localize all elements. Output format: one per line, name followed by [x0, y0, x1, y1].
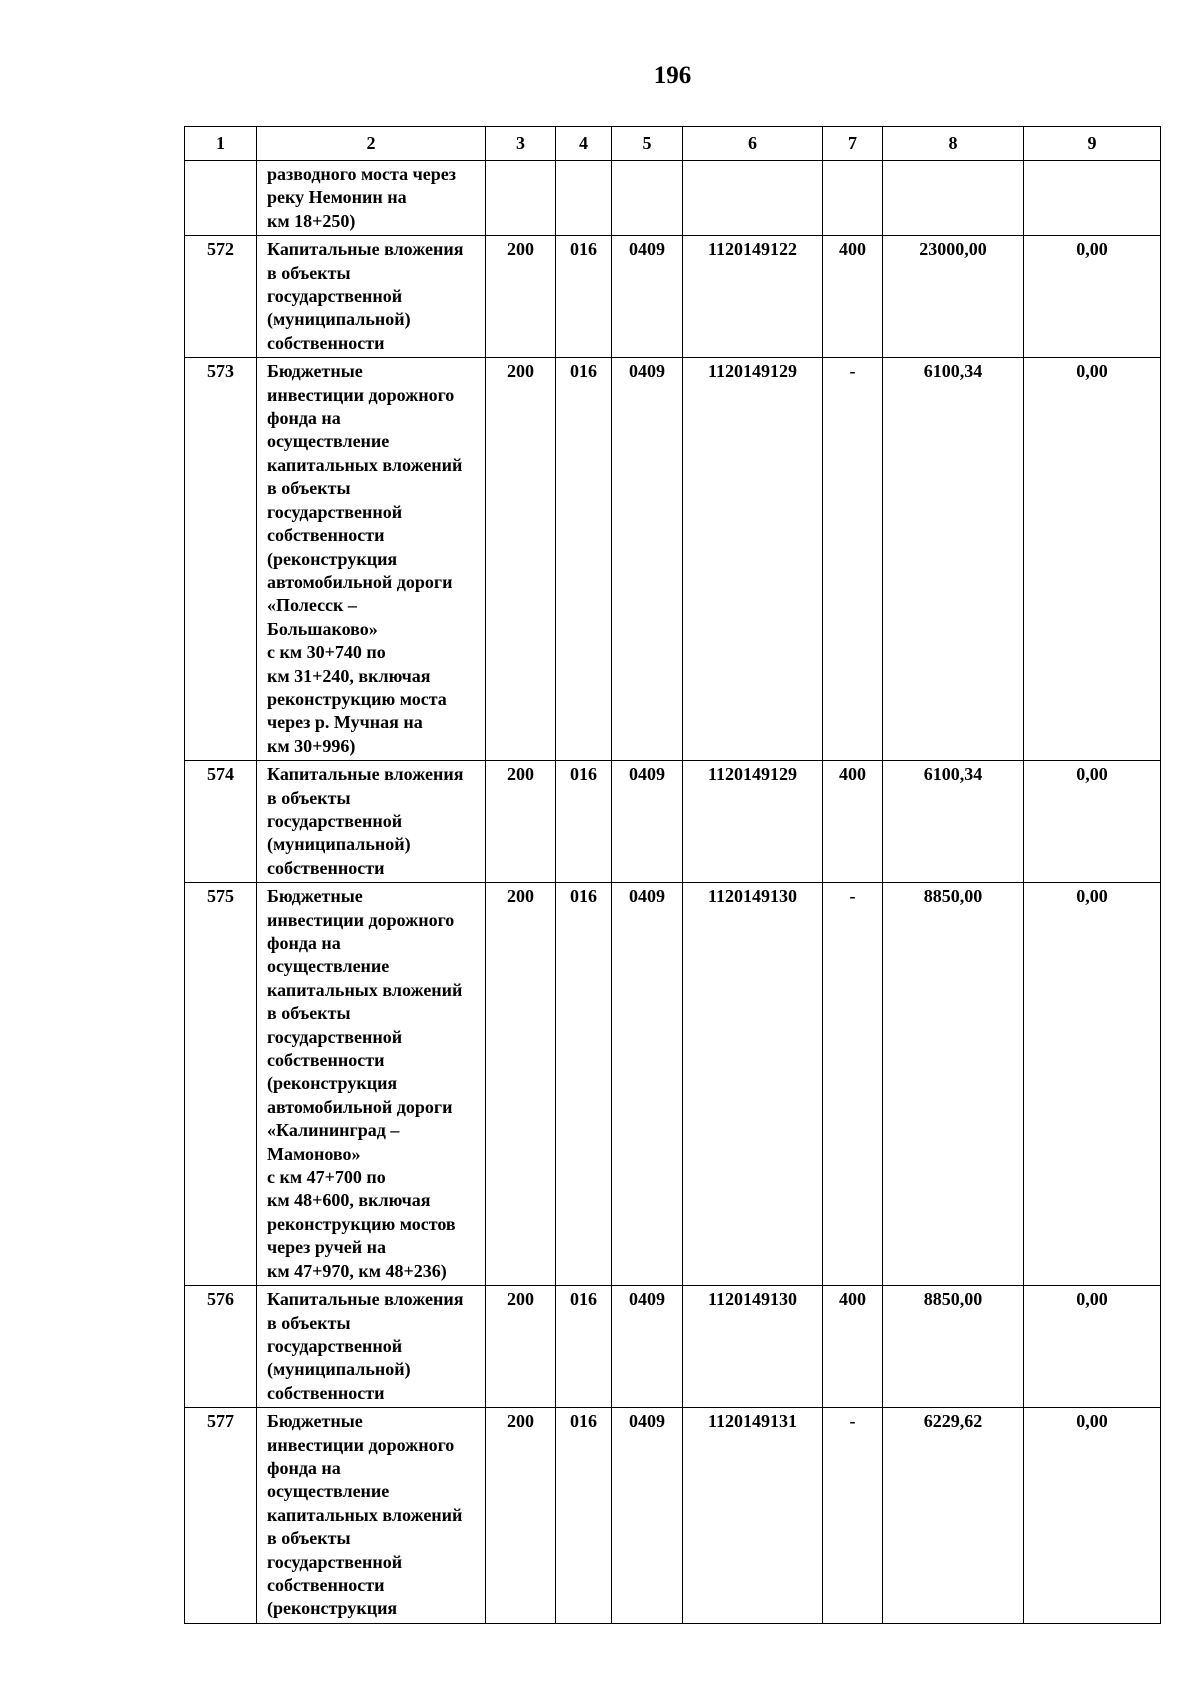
column-header: 6 — [683, 127, 823, 161]
description-line: (реконструкция — [267, 1073, 398, 1094]
col5-value: 0409 — [612, 358, 683, 761]
col3-value: 200 — [486, 883, 556, 1286]
col5-value: 0409 — [612, 883, 683, 1286]
col7-value: 400 — [823, 236, 883, 358]
description-line: собственности — [267, 332, 385, 353]
col3-value: 200 — [486, 1408, 556, 1624]
row-description — [257, 761, 486, 883]
table-row — [185, 358, 1161, 761]
col7-value: - — [823, 1408, 883, 1624]
col6-value: 1120149129 — [683, 761, 823, 883]
col5-value: 0409 — [612, 761, 683, 883]
table-row — [185, 761, 1161, 883]
col9-value: 0,00 — [1024, 883, 1161, 1286]
col3-value: 200 — [486, 1286, 556, 1408]
col3-value: 200 — [486, 236, 556, 358]
description-line: автомобильной дороги — [267, 571, 453, 592]
description-line: фонда на — [267, 1457, 341, 1478]
col9-value: 0,00 — [1024, 1408, 1161, 1624]
col6-value: 1120149130 — [683, 883, 823, 1286]
col8-value: 6100,34 — [883, 761, 1024, 883]
description-line: в объекты — [267, 1312, 351, 1333]
description-line: км 31+240, включая — [267, 665, 431, 686]
description-line: разводного моста через — [267, 164, 456, 184]
col7-value: 400 — [823, 761, 883, 883]
row-description — [257, 1408, 486, 1624]
description-line: реку Немонин на — [267, 187, 407, 208]
row-description — [257, 161, 486, 236]
description-line: инвестиции дорожного — [267, 909, 455, 930]
row-number: 573 — [185, 358, 257, 761]
description-line: Капитальные вложения — [267, 239, 464, 260]
col9-value: 0,00 — [1024, 1286, 1161, 1408]
description-line: Мамоново» — [267, 1143, 361, 1164]
column-header: 7 — [823, 127, 883, 161]
row-description — [257, 883, 486, 1286]
budget-table — [184, 126, 1161, 1624]
description-line: (муниципальной) — [267, 1359, 411, 1380]
col6-value: 1120149122 — [683, 236, 823, 358]
description-line: осуществление — [267, 956, 390, 977]
column-header: 5 — [612, 127, 683, 161]
description-line: (реконструкция — [267, 548, 398, 569]
table-row — [185, 161, 1161, 236]
description-line: капитальных вложений — [267, 1504, 463, 1525]
table-row — [185, 1408, 1161, 1624]
col9-value: 0,00 — [1024, 761, 1161, 883]
description-line: через ручей на — [267, 1237, 387, 1258]
description-line: Большаково» — [267, 618, 378, 639]
col9-value — [1024, 161, 1161, 236]
col5-value: 0409 — [612, 1286, 683, 1408]
description-line: в объекты — [267, 1528, 351, 1549]
col5-value: 0409 — [612, 236, 683, 358]
col3-value — [486, 161, 556, 236]
col7-value: - — [823, 358, 883, 761]
description-line: Капитальные вложения — [267, 764, 464, 785]
col4-value: 016 — [556, 761, 612, 883]
col3-value: 200 — [486, 761, 556, 883]
col5-value — [612, 161, 683, 236]
description-line: км 47+970, км 48+236) — [267, 1260, 447, 1281]
description-line: км 30+996) — [267, 735, 356, 756]
description-line: фонда на — [267, 408, 341, 429]
row-description — [257, 358, 486, 761]
col4-value: 016 — [556, 883, 612, 1286]
col5-value: 0409 — [612, 1408, 683, 1624]
description-line: государственной — [267, 286, 403, 307]
column-header: 2 — [257, 127, 486, 161]
description-line: осуществление — [267, 431, 390, 452]
description-line: (реконструкция — [267, 1598, 398, 1619]
table-row — [185, 883, 1161, 1286]
column-header: 4 — [556, 127, 612, 161]
column-header: 1 — [185, 127, 257, 161]
col8-value — [883, 161, 1024, 236]
col6-value — [683, 161, 823, 236]
description-line: (муниципальной) — [267, 834, 411, 855]
table-row — [185, 1286, 1161, 1408]
col6-value: 1120149129 — [683, 358, 823, 761]
row-number: 574 — [185, 761, 257, 883]
description-line: в объекты — [267, 262, 351, 283]
row-description — [257, 1286, 486, 1408]
table-body — [185, 161, 1161, 1624]
description-line: «Калининград – — [267, 1120, 400, 1141]
description-line: (муниципальной) — [267, 309, 411, 330]
col4-value: 016 — [556, 236, 612, 358]
header-row — [185, 127, 1161, 161]
description-line: государственной — [267, 501, 403, 522]
description-line: «Полесск – — [267, 595, 357, 616]
description-line: капитальных вложений — [267, 454, 463, 475]
col9-value: 0,00 — [1024, 236, 1161, 358]
col4-value: 016 — [556, 1286, 612, 1408]
description-line: с км 47+700 по — [267, 1167, 386, 1188]
description-line: в объекты — [267, 1003, 351, 1024]
description-line: собственности — [267, 857, 385, 878]
col6-value: 1120149130 — [683, 1286, 823, 1408]
col8-value: 8850,00 — [883, 1286, 1024, 1408]
description-line: фонда на — [267, 933, 341, 953]
description-line: инвестиции дорожного — [267, 1434, 455, 1455]
description-line: с км 30+740 по — [267, 642, 386, 663]
description-line: км 18+250) — [267, 210, 356, 231]
description-line: Бюджетные — [267, 886, 363, 907]
row-number: 575 — [185, 883, 257, 1286]
col7-value — [823, 161, 883, 236]
row-number: 577 — [185, 1408, 257, 1624]
col8-value: 23000,00 — [883, 236, 1024, 358]
description-line: реконструкцию мостов — [267, 1213, 456, 1234]
description-line: собственности — [267, 1382, 385, 1403]
col8-value: 6100,34 — [883, 358, 1024, 761]
col4-value — [556, 161, 612, 236]
description-line: государственной — [267, 810, 403, 831]
page-number: 196 — [653, 62, 692, 89]
description-line: в объекты — [267, 787, 351, 808]
description-line: Бюджетные — [267, 361, 363, 382]
description-line: государственной — [267, 1335, 403, 1356]
col7-value: - — [823, 883, 883, 1286]
description-line: в объекты — [267, 478, 351, 499]
col9-value: 0,00 — [1024, 358, 1161, 761]
description-line: реконструкцию моста — [267, 688, 447, 709]
row-description — [257, 236, 486, 358]
description-line: осуществление — [267, 1481, 390, 1502]
description-line: государственной — [267, 1026, 403, 1047]
description-line: собственности — [267, 1050, 385, 1071]
col8-value: 8850,00 — [883, 883, 1024, 1286]
table-row — [185, 236, 1161, 358]
column-header: 8 — [883, 127, 1024, 161]
description-line: инвестиции дорожного — [267, 384, 455, 405]
row-number — [185, 161, 257, 236]
description-line: капитальных вложений — [267, 979, 463, 1000]
col4-value: 016 — [556, 358, 612, 761]
row-number: 572 — [185, 236, 257, 358]
description-line: км 48+600, включая — [267, 1190, 431, 1211]
description-line: Капитальные вложения — [267, 1289, 464, 1310]
col7-value: 400 — [823, 1286, 883, 1408]
description-line: государственной — [267, 1551, 403, 1572]
row-number: 576 — [185, 1286, 257, 1408]
col3-value: 200 — [486, 358, 556, 761]
description-line: собственности — [267, 1574, 385, 1595]
column-header: 3 — [486, 127, 556, 161]
column-header: 9 — [1024, 127, 1161, 161]
col6-value: 1120149131 — [683, 1408, 823, 1624]
col4-value: 016 — [556, 1408, 612, 1624]
description-line: автомобильной дороги — [267, 1096, 453, 1117]
description-line: Бюджетные — [267, 1411, 363, 1432]
description-line: через р. Мучная на — [267, 712, 423, 733]
col8-value: 6229,62 — [883, 1408, 1024, 1624]
description-line: собственности — [267, 525, 385, 546]
